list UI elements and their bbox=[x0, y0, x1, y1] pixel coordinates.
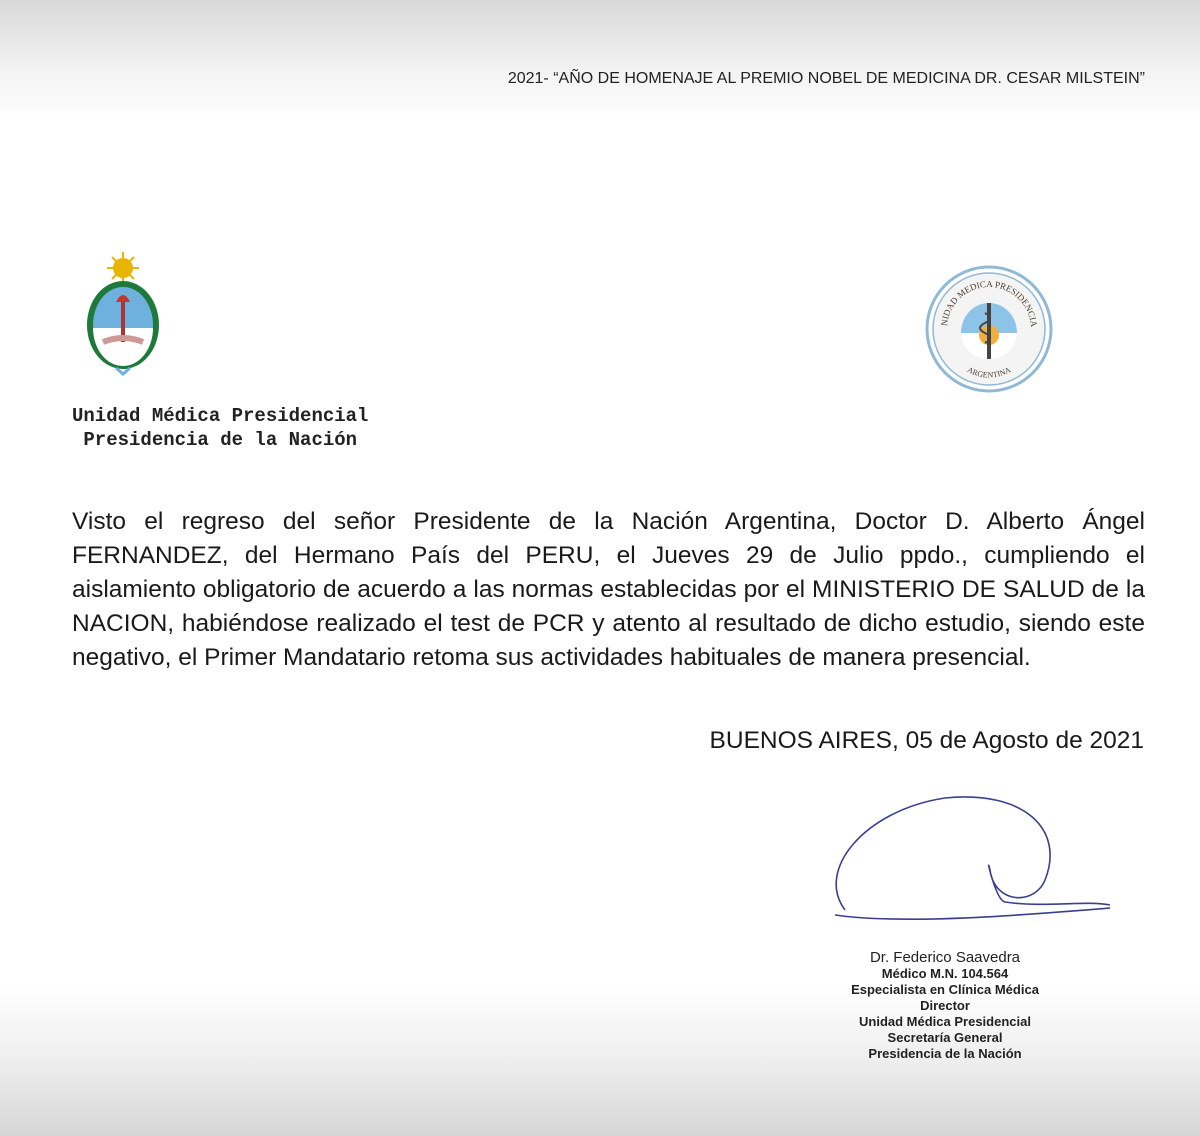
organization-heading bbox=[72, 404, 368, 452]
seal-bottom-text: ARGENTINA bbox=[965, 365, 1013, 380]
signer-name: Dr. Federico Saavedra bbox=[869, 949, 1021, 966]
signer-license: Médico M.N. 104.564 bbox=[881, 966, 1009, 981]
signature-block bbox=[820, 950, 1070, 1062]
signer-specialty: Especialista en Clínica Médica bbox=[851, 982, 1039, 997]
body-paragraph: Visto el regreso del señor Presidente de la Nación Argentina, Doctor D. Alberto Ángel FERNANDEZ, del Hermano País del PERU, el Jueves 29 de Julio ppdo., cumpliendo el aislamiento obligatorio de acuerdo a las normas establecidas por el MINISTERIO DE SALUD de la NACION, habiéndose realizado el test de PCR y atento al resultado de dicho estudio, siendo este negativo, el Primer Mandatario retoma sus actividades habituales de manera presencial. bbox=[72, 508, 1145, 671]
org-line-2: Presidencia de la Nación bbox=[72, 429, 358, 451]
signer-unit: Unidad Médica Presidencial bbox=[859, 1014, 1031, 1029]
seal-top-text: NIDAD MEDICA PRESIDENCIA bbox=[939, 278, 1040, 328]
org-line-1: Unidad Médica Presidencial bbox=[72, 405, 369, 427]
header-motto: 2021- “AÑO DE HOMENAJE AL PREMIO NOBEL DE MEDICINA DR. CESAR MILSTEIN” bbox=[507, 70, 1145, 87]
signer-secretariat: Secretaría General bbox=[887, 1030, 1003, 1045]
signer-presidency: Presidencia de la Nación bbox=[868, 1046, 1022, 1061]
medical-unit-seal bbox=[925, 265, 1053, 393]
place-date: BUENOS AIRES, 05 de Agosto de 2021 bbox=[709, 727, 1144, 754]
top-shading bbox=[0, 0, 1200, 120]
signer-role: Director bbox=[920, 998, 970, 1013]
handwritten-signature bbox=[825, 790, 1115, 940]
argentina-coat-of-arms-icon bbox=[78, 250, 168, 382]
